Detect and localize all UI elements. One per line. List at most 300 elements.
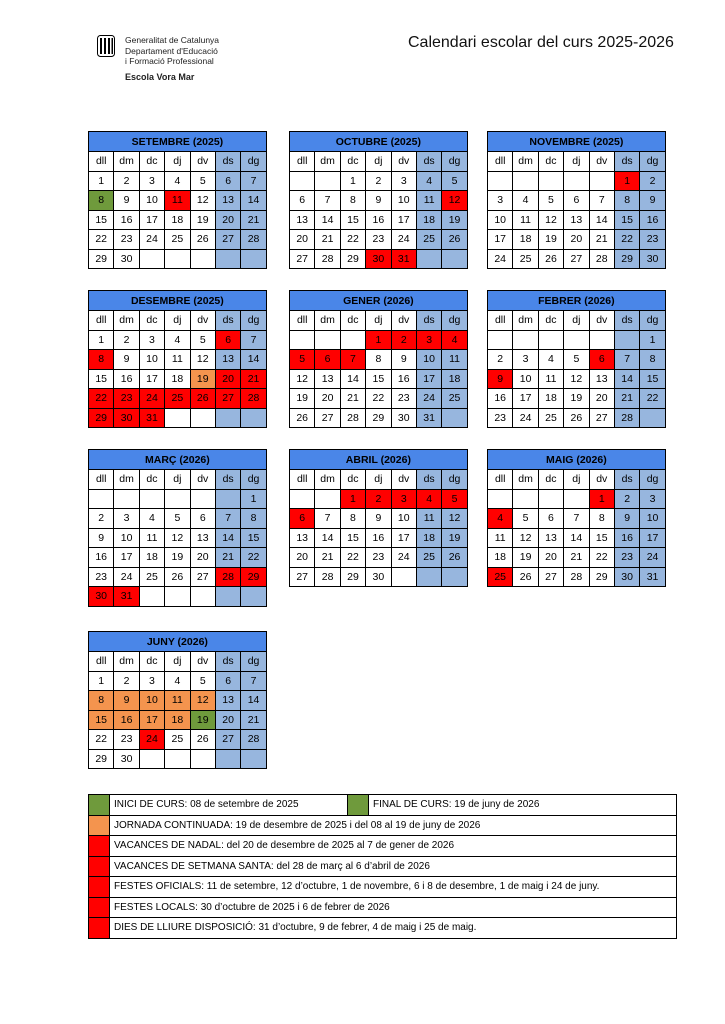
day-cell: 20 bbox=[589, 389, 614, 409]
day-cell: 21 bbox=[340, 389, 365, 409]
day-cell: 4 bbox=[416, 489, 441, 509]
weekday-label: dj bbox=[165, 152, 190, 172]
day-cell: 5 bbox=[442, 489, 467, 509]
month-calendar bbox=[289, 131, 468, 269]
day-cell: 19 bbox=[564, 389, 589, 409]
day-cell: 23 bbox=[366, 230, 391, 250]
legend-swatch bbox=[89, 897, 110, 918]
day-cell: 16 bbox=[366, 528, 391, 548]
day-cell: 6 bbox=[190, 509, 215, 529]
day-cell: 10 bbox=[513, 369, 538, 389]
day-cell: 18 bbox=[538, 389, 563, 409]
empty-cell bbox=[538, 171, 563, 191]
day-cell: 17 bbox=[391, 210, 416, 230]
weekday-label: dll bbox=[488, 311, 513, 331]
empty-cell bbox=[139, 249, 164, 269]
day-cell: 25 bbox=[165, 389, 190, 409]
day-cell: 16 bbox=[114, 710, 139, 730]
day-cell: 25 bbox=[513, 249, 538, 269]
day-cell: 7 bbox=[614, 350, 639, 370]
weekday-label: dc bbox=[139, 311, 164, 331]
empty-cell bbox=[215, 249, 240, 269]
month-title: SETEMBRE (2025) bbox=[89, 132, 267, 152]
day-cell: 29 bbox=[241, 567, 266, 587]
day-cell: 28 bbox=[215, 567, 240, 587]
weekday-label: dll bbox=[290, 152, 315, 172]
weekday-label: dm bbox=[114, 311, 139, 331]
weekday-label: dm bbox=[114, 652, 139, 672]
empty-cell bbox=[190, 249, 215, 269]
month-title: NOVEMBRE (2025) bbox=[488, 132, 666, 152]
day-cell: 31 bbox=[391, 249, 416, 269]
day-cell: 27 bbox=[215, 730, 240, 750]
legend-end-text: FINAL DE CURS: 19 de juny de 2026 bbox=[369, 795, 677, 816]
day-cell: 28 bbox=[315, 249, 340, 269]
day-cell: 4 bbox=[139, 509, 164, 529]
legend-text: VACANCES DE SETMANA SANTA: del 28 de març al 6 d’abril de 2026 bbox=[110, 856, 677, 877]
empty-cell bbox=[513, 330, 538, 350]
day-cell: 23 bbox=[114, 730, 139, 750]
day-cell: 20 bbox=[290, 230, 315, 250]
legend-row bbox=[89, 918, 677, 939]
day-cell: 1 bbox=[241, 489, 266, 509]
empty-cell bbox=[614, 330, 639, 350]
day-cell: 30 bbox=[89, 587, 114, 607]
empty-cell bbox=[315, 330, 340, 350]
month-calendar bbox=[88, 290, 267, 428]
empty-cell bbox=[241, 749, 266, 769]
day-cell: 22 bbox=[589, 548, 614, 568]
day-cell: 26 bbox=[290, 408, 315, 428]
weekday-label: ds bbox=[416, 470, 441, 490]
day-cell: 3 bbox=[139, 171, 164, 191]
day-cell: 10 bbox=[488, 210, 513, 230]
empty-cell bbox=[488, 171, 513, 191]
day-cell: 20 bbox=[215, 369, 240, 389]
weekday-label: dm bbox=[513, 152, 538, 172]
day-cell: 9 bbox=[640, 191, 665, 211]
day-cell: 12 bbox=[190, 191, 215, 211]
day-cell: 19 bbox=[442, 528, 467, 548]
day-cell: 22 bbox=[340, 548, 365, 568]
weekday-label: dj bbox=[165, 311, 190, 331]
day-cell: 5 bbox=[190, 330, 215, 350]
month-calendar bbox=[88, 131, 267, 269]
month-title: GENER (2026) bbox=[290, 291, 468, 311]
day-cell: 19 bbox=[442, 210, 467, 230]
legend-swatch bbox=[89, 815, 110, 836]
day-cell: 10 bbox=[640, 509, 665, 529]
weekday-label: dc bbox=[340, 311, 365, 331]
legend-swatch-end bbox=[348, 795, 369, 816]
day-cell: 5 bbox=[564, 350, 589, 370]
weekday-label: dj bbox=[564, 470, 589, 490]
day-cell: 27 bbox=[538, 567, 563, 587]
weekday-label: ds bbox=[416, 152, 441, 172]
day-cell: 3 bbox=[640, 489, 665, 509]
day-cell: 25 bbox=[442, 389, 467, 409]
day-cell: 12 bbox=[564, 369, 589, 389]
day-cell: 16 bbox=[89, 548, 114, 568]
empty-cell bbox=[165, 408, 190, 428]
legend-text: JORNADA CONTINUADA: 19 de desembre de 2025 i del 08 al 19 de juny de 2026 bbox=[110, 815, 677, 836]
empty-cell bbox=[442, 408, 467, 428]
day-cell: 15 bbox=[89, 710, 114, 730]
day-cell: 8 bbox=[340, 191, 365, 211]
day-cell: 6 bbox=[215, 171, 240, 191]
day-cell: 15 bbox=[640, 369, 665, 389]
day-cell: 4 bbox=[165, 671, 190, 691]
weekday-label: dg bbox=[241, 652, 266, 672]
legend-row bbox=[89, 856, 677, 877]
day-cell: 17 bbox=[488, 230, 513, 250]
day-cell: 7 bbox=[241, 671, 266, 691]
day-cell: 30 bbox=[114, 249, 139, 269]
day-cell: 9 bbox=[114, 191, 139, 211]
empty-cell bbox=[564, 330, 589, 350]
month-title: MARÇ (2026) bbox=[89, 450, 267, 470]
empty-cell bbox=[190, 489, 215, 509]
generalitat-emblem-icon bbox=[97, 35, 115, 57]
weekday-label: dv bbox=[589, 470, 614, 490]
weekday-label: dc bbox=[139, 470, 164, 490]
day-cell: 7 bbox=[215, 509, 240, 529]
empty-cell bbox=[241, 408, 266, 428]
day-cell: 5 bbox=[190, 671, 215, 691]
day-cell: 23 bbox=[391, 389, 416, 409]
day-cell: 24 bbox=[391, 548, 416, 568]
weekday-label: dj bbox=[165, 652, 190, 672]
day-cell: 14 bbox=[340, 369, 365, 389]
day-cell: 13 bbox=[215, 191, 240, 211]
legend-row bbox=[89, 897, 677, 918]
day-cell: 13 bbox=[315, 369, 340, 389]
weekday-label: dj bbox=[366, 311, 391, 331]
day-cell: 21 bbox=[589, 230, 614, 250]
empty-cell bbox=[241, 587, 266, 607]
day-cell: 26 bbox=[190, 730, 215, 750]
day-cell: 19 bbox=[190, 369, 215, 389]
empty-cell bbox=[190, 749, 215, 769]
day-cell: 13 bbox=[215, 691, 240, 711]
day-cell: 9 bbox=[391, 350, 416, 370]
weekday-label: dv bbox=[190, 152, 215, 172]
day-cell: 3 bbox=[416, 330, 441, 350]
day-cell: 30 bbox=[640, 249, 665, 269]
day-cell: 4 bbox=[442, 330, 467, 350]
day-cell: 27 bbox=[589, 408, 614, 428]
empty-cell bbox=[564, 489, 589, 509]
day-cell: 31 bbox=[416, 408, 441, 428]
day-cell: 3 bbox=[114, 509, 139, 529]
legend bbox=[88, 794, 677, 939]
weekday-label: ds bbox=[215, 470, 240, 490]
day-cell: 26 bbox=[538, 249, 563, 269]
day-cell: 23 bbox=[614, 548, 639, 568]
day-cell: 2 bbox=[89, 509, 114, 529]
day-cell: 24 bbox=[416, 389, 441, 409]
day-cell: 11 bbox=[513, 210, 538, 230]
day-cell: 30 bbox=[391, 408, 416, 428]
weekday-label: dg bbox=[640, 152, 665, 172]
weekday-label: dg bbox=[442, 470, 467, 490]
day-cell: 11 bbox=[488, 528, 513, 548]
day-cell: 1 bbox=[340, 489, 365, 509]
month-title: MAIG (2026) bbox=[488, 450, 666, 470]
org-name bbox=[125, 35, 219, 67]
weekday-label: dc bbox=[538, 152, 563, 172]
day-cell: 24 bbox=[139, 730, 164, 750]
day-cell: 14 bbox=[564, 528, 589, 548]
day-cell: 2 bbox=[366, 489, 391, 509]
weekday-label: dv bbox=[589, 152, 614, 172]
day-cell: 28 bbox=[614, 408, 639, 428]
empty-cell bbox=[290, 171, 315, 191]
month-calendar bbox=[487, 449, 666, 587]
month-title: DESEMBRE (2025) bbox=[89, 291, 267, 311]
day-cell: 10 bbox=[391, 191, 416, 211]
empty-cell bbox=[139, 489, 164, 509]
day-cell: 8 bbox=[589, 509, 614, 529]
day-cell: 12 bbox=[165, 528, 190, 548]
day-cell: 11 bbox=[416, 509, 441, 529]
day-cell: 23 bbox=[640, 230, 665, 250]
day-cell: 18 bbox=[442, 369, 467, 389]
day-cell: 28 bbox=[589, 249, 614, 269]
day-cell: 10 bbox=[416, 350, 441, 370]
day-cell: 20 bbox=[315, 389, 340, 409]
weekday-label: dg bbox=[241, 470, 266, 490]
day-cell: 4 bbox=[513, 191, 538, 211]
day-cell: 27 bbox=[290, 249, 315, 269]
day-cell: 23 bbox=[366, 548, 391, 568]
empty-cell bbox=[165, 249, 190, 269]
day-cell: 5 bbox=[290, 350, 315, 370]
empty-cell bbox=[340, 330, 365, 350]
weekday-label: dg bbox=[442, 311, 467, 331]
day-cell: 15 bbox=[614, 210, 639, 230]
legend-row bbox=[89, 815, 677, 836]
legend-text: VACANCES DE NADAL: del 20 de desembre de 2025 al 7 de gener de 2026 bbox=[110, 836, 677, 857]
day-cell: 6 bbox=[315, 350, 340, 370]
day-cell: 8 bbox=[340, 509, 365, 529]
day-cell: 5 bbox=[538, 191, 563, 211]
empty-cell bbox=[89, 489, 114, 509]
day-cell: 18 bbox=[416, 528, 441, 548]
day-cell: 11 bbox=[139, 528, 164, 548]
empty-cell bbox=[241, 249, 266, 269]
day-cell: 14 bbox=[241, 191, 266, 211]
day-cell: 29 bbox=[89, 749, 114, 769]
weekday-label: ds bbox=[215, 152, 240, 172]
day-cell: 2 bbox=[114, 171, 139, 191]
weekday-label: dj bbox=[366, 152, 391, 172]
legend-text: DIES DE LLIURE DISPOSICIÓ: 31 d’octubre, 9 de febrer, 4 de maig i 25 de maig. bbox=[110, 918, 677, 939]
weekday-label: dll bbox=[488, 470, 513, 490]
day-cell: 10 bbox=[391, 509, 416, 529]
weekday-label: dg bbox=[442, 152, 467, 172]
day-cell: 1 bbox=[340, 171, 365, 191]
day-cell: 2 bbox=[114, 671, 139, 691]
weekday-label: dj bbox=[564, 311, 589, 331]
day-cell: 14 bbox=[241, 691, 266, 711]
day-cell: 29 bbox=[366, 408, 391, 428]
day-cell: 29 bbox=[614, 249, 639, 269]
weekday-label: dg bbox=[241, 311, 266, 331]
day-cell: 27 bbox=[215, 389, 240, 409]
day-cell: 13 bbox=[190, 528, 215, 548]
empty-cell bbox=[290, 489, 315, 509]
day-cell: 29 bbox=[89, 408, 114, 428]
day-cell: 23 bbox=[488, 408, 513, 428]
generalitat-logo bbox=[97, 35, 237, 85]
weekday-label: dm bbox=[513, 311, 538, 331]
day-cell: 20 bbox=[215, 210, 240, 230]
month-title: OCTUBRE (2025) bbox=[290, 132, 468, 152]
legend-swatch bbox=[89, 856, 110, 877]
day-cell: 31 bbox=[114, 587, 139, 607]
day-cell: 12 bbox=[190, 691, 215, 711]
empty-cell bbox=[190, 408, 215, 428]
day-cell: 5 bbox=[513, 509, 538, 529]
legend-text: FESTES OFICIALS: 11 de setembre, 12 d’octubre, 1 de novembre, 6 i 8 de desembre, 1 de maig i 24 de juny. bbox=[110, 877, 677, 898]
day-cell: 1 bbox=[614, 171, 639, 191]
day-cell: 21 bbox=[241, 369, 266, 389]
day-cell: 2 bbox=[114, 330, 139, 350]
day-cell: 16 bbox=[488, 389, 513, 409]
empty-cell bbox=[442, 567, 467, 587]
day-cell: 15 bbox=[241, 528, 266, 548]
day-cell: 28 bbox=[241, 389, 266, 409]
weekday-label: dc bbox=[139, 152, 164, 172]
day-cell: 9 bbox=[114, 691, 139, 711]
day-cell: 3 bbox=[513, 350, 538, 370]
day-cell: 1 bbox=[89, 671, 114, 691]
day-cell: 17 bbox=[416, 369, 441, 389]
day-cell: 19 bbox=[190, 210, 215, 230]
empty-cell bbox=[315, 171, 340, 191]
day-cell: 13 bbox=[564, 210, 589, 230]
weekday-label: dg bbox=[640, 311, 665, 331]
day-cell: 17 bbox=[139, 210, 164, 230]
day-cell: 19 bbox=[538, 230, 563, 250]
month-calendar bbox=[487, 131, 666, 269]
legend-row bbox=[89, 877, 677, 898]
day-cell: 25 bbox=[416, 548, 441, 568]
day-cell: 22 bbox=[340, 230, 365, 250]
day-cell: 2 bbox=[488, 350, 513, 370]
day-cell: 17 bbox=[391, 528, 416, 548]
day-cell: 12 bbox=[442, 191, 467, 211]
empty-cell bbox=[139, 587, 164, 607]
weekday-label: ds bbox=[215, 311, 240, 331]
day-cell: 21 bbox=[215, 548, 240, 568]
page-title: Calendari escolar del curs 2025-2026 bbox=[408, 34, 674, 51]
empty-cell bbox=[190, 587, 215, 607]
day-cell: 12 bbox=[190, 350, 215, 370]
day-cell: 27 bbox=[215, 230, 240, 250]
day-cell: 16 bbox=[640, 210, 665, 230]
month-title: FEBRER (2026) bbox=[488, 291, 666, 311]
empty-cell bbox=[315, 489, 340, 509]
day-cell: 19 bbox=[513, 548, 538, 568]
day-cell: 4 bbox=[416, 171, 441, 191]
day-cell: 2 bbox=[366, 171, 391, 191]
day-cell: 3 bbox=[391, 489, 416, 509]
day-cell: 15 bbox=[340, 210, 365, 230]
day-cell: 12 bbox=[290, 369, 315, 389]
day-cell: 14 bbox=[315, 210, 340, 230]
weekday-label: dv bbox=[190, 311, 215, 331]
day-cell: 1 bbox=[89, 171, 114, 191]
day-cell: 11 bbox=[165, 350, 190, 370]
day-cell: 5 bbox=[165, 509, 190, 529]
weekday-label: dc bbox=[139, 652, 164, 672]
weekday-label: dll bbox=[290, 470, 315, 490]
org-line: i Formació Professional bbox=[125, 56, 214, 66]
day-cell: 2 bbox=[614, 489, 639, 509]
empty-cell bbox=[215, 489, 240, 509]
weekday-label: dv bbox=[391, 470, 416, 490]
weekday-label: dc bbox=[340, 152, 365, 172]
weekday-label: dll bbox=[488, 152, 513, 172]
day-cell: 8 bbox=[89, 350, 114, 370]
day-cell: 30 bbox=[366, 567, 391, 587]
day-cell: 26 bbox=[513, 567, 538, 587]
day-cell: 17 bbox=[139, 369, 164, 389]
day-cell: 26 bbox=[165, 567, 190, 587]
day-cell: 4 bbox=[488, 509, 513, 529]
empty-cell bbox=[564, 171, 589, 191]
day-cell: 13 bbox=[589, 369, 614, 389]
day-cell: 19 bbox=[190, 710, 215, 730]
empty-cell bbox=[513, 171, 538, 191]
weekday-label: dv bbox=[190, 470, 215, 490]
day-cell: 30 bbox=[114, 408, 139, 428]
day-cell: 24 bbox=[640, 548, 665, 568]
weekday-label: dv bbox=[391, 311, 416, 331]
day-cell: 26 bbox=[442, 230, 467, 250]
day-cell: 11 bbox=[165, 191, 190, 211]
day-cell: 24 bbox=[391, 230, 416, 250]
day-cell: 4 bbox=[165, 330, 190, 350]
empty-cell bbox=[114, 489, 139, 509]
day-cell: 7 bbox=[241, 171, 266, 191]
day-cell: 30 bbox=[114, 749, 139, 769]
day-cell: 27 bbox=[315, 408, 340, 428]
empty-cell bbox=[513, 489, 538, 509]
day-cell: 15 bbox=[340, 528, 365, 548]
day-cell: 19 bbox=[290, 389, 315, 409]
day-cell: 18 bbox=[416, 210, 441, 230]
legend-swatch bbox=[89, 836, 110, 857]
day-cell: 12 bbox=[513, 528, 538, 548]
weekday-label: dm bbox=[114, 152, 139, 172]
day-cell: 1 bbox=[366, 330, 391, 350]
weekday-label: dll bbox=[89, 470, 114, 490]
empty-cell bbox=[215, 749, 240, 769]
day-cell: 25 bbox=[538, 408, 563, 428]
weekday-label: dll bbox=[89, 311, 114, 331]
weekday-label: ds bbox=[215, 652, 240, 672]
day-cell: 15 bbox=[589, 528, 614, 548]
day-cell: 3 bbox=[488, 191, 513, 211]
weekday-label: ds bbox=[614, 152, 639, 172]
day-cell: 15 bbox=[366, 369, 391, 389]
day-cell: 28 bbox=[340, 408, 365, 428]
day-cell: 24 bbox=[139, 230, 164, 250]
day-cell: 18 bbox=[513, 230, 538, 250]
